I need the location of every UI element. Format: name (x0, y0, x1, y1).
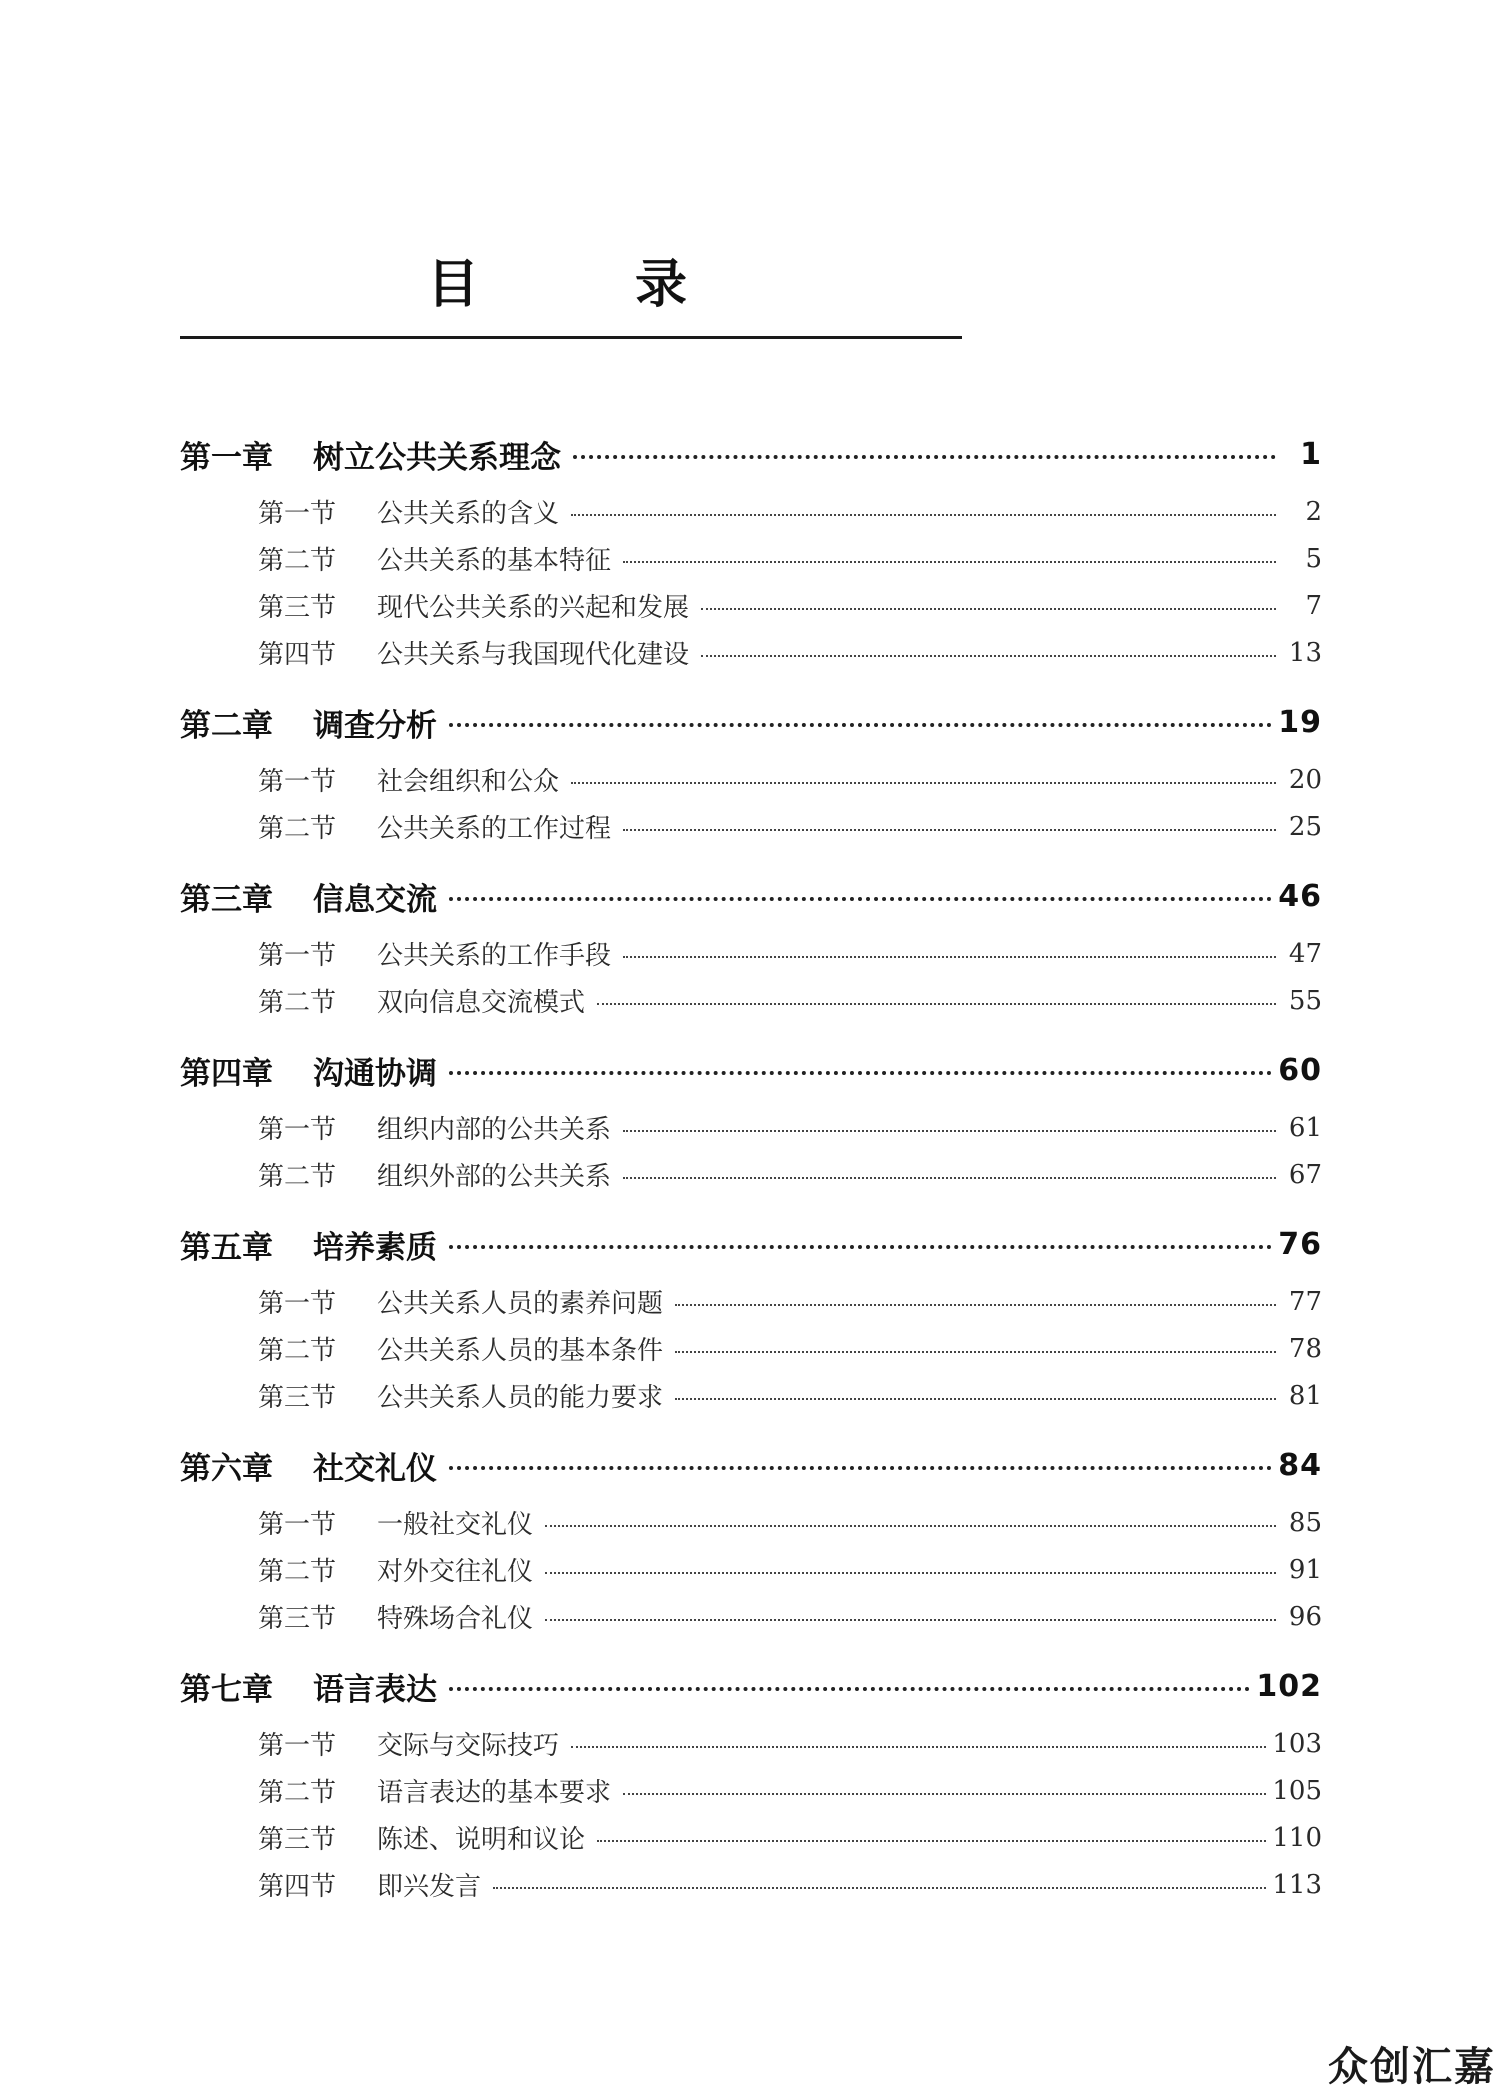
chapter-name: 沟通协调 (313, 1055, 437, 1092)
section-name: 即兴发言 (377, 1872, 482, 1902)
section-page: 85 (1288, 1507, 1322, 1538)
chapter-label: 第三章 (180, 881, 273, 918)
dot-leader (571, 514, 1276, 516)
section-label: 第二节 (258, 1336, 337, 1366)
chapter-label: 第一章 (180, 439, 273, 476)
section-label: 第二节 (258, 546, 337, 576)
section-name: 公共关系人员的基本条件 (377, 1336, 664, 1366)
section-name: 陈述、说明和议论 (377, 1825, 586, 1855)
chapter-label: 第七章 (180, 1671, 273, 1708)
chapter-name: 信息交流 (313, 881, 437, 918)
dot-leader (675, 1398, 1276, 1400)
chapter-block (180, 420, 1322, 676)
chapter-page: 76 (1278, 1226, 1322, 1262)
title-underline (180, 336, 962, 339)
section-page: 91 (1288, 1554, 1322, 1585)
section-entry[interactable] (180, 756, 1322, 803)
chapter-label: 第四章 (180, 1055, 273, 1092)
chapter-name: 树立公共关系理念 (313, 439, 561, 476)
section-name: 组织内部的公共关系 (377, 1115, 612, 1145)
section-page: 103 (1272, 1728, 1322, 1759)
chapter-block (180, 1652, 1322, 1908)
section-entry[interactable] (180, 1861, 1322, 1908)
dot-leader (623, 1177, 1276, 1179)
chapter-block (180, 1431, 1322, 1640)
section-entry[interactable] (180, 1278, 1322, 1325)
section-entry[interactable] (180, 582, 1322, 629)
section-entry[interactable] (180, 1814, 1322, 1861)
chapter-label: 第五章 (180, 1229, 273, 1266)
chapter-name: 语言表达 (313, 1671, 437, 1708)
section-page: 55 (1288, 985, 1322, 1016)
chapter-entry[interactable] (180, 1036, 1322, 1104)
section-page: 77 (1288, 1286, 1322, 1317)
dot-leader (701, 655, 1276, 657)
section-page: 25 (1288, 811, 1322, 842)
dot-leader (623, 1793, 1266, 1795)
section-name: 公共关系人员的能力要求 (377, 1383, 664, 1413)
section-label: 第一节 (258, 499, 337, 529)
section-entry[interactable] (180, 1372, 1322, 1419)
section-name: 交际与交际技巧 (377, 1731, 560, 1761)
section-name: 公共关系的含义 (377, 499, 560, 529)
chapter-page: 1 (1300, 436, 1322, 472)
chapter-entry[interactable] (180, 1210, 1322, 1278)
chapter-block (180, 1210, 1322, 1419)
section-entry[interactable] (180, 629, 1322, 676)
section-entry[interactable] (180, 1325, 1322, 1372)
chapter-page: 84 (1278, 1447, 1322, 1483)
dot-leader (493, 1887, 1266, 1889)
dot-leader (449, 1687, 1250, 1691)
section-entry[interactable] (180, 488, 1322, 535)
section-label: 第一节 (258, 941, 337, 971)
dot-leader (623, 1130, 1276, 1132)
section-page: 2 (1305, 496, 1322, 527)
section-entry[interactable] (180, 535, 1322, 582)
section-label: 第三节 (258, 1604, 337, 1634)
section-label: 第二节 (258, 814, 337, 844)
section-name: 对外交往礼仪 (377, 1557, 534, 1587)
chapter-block (180, 1036, 1322, 1198)
section-page: 96 (1288, 1601, 1322, 1632)
dot-leader (449, 723, 1272, 727)
chapter-entry[interactable] (180, 862, 1322, 930)
chapter-name: 培养素质 (313, 1229, 437, 1266)
section-label: 第二节 (258, 988, 337, 1018)
section-page: 47 (1288, 938, 1322, 969)
section-name: 双向信息交流模式 (377, 988, 586, 1018)
page-title: 目 录 (426, 255, 739, 315)
section-page: 61 (1288, 1112, 1322, 1143)
section-name: 特殊场合礼仪 (377, 1604, 534, 1634)
section-name: 组织外部的公共关系 (377, 1162, 612, 1192)
chapter-name: 社交礼仪 (313, 1450, 437, 1487)
chapter-page: 19 (1278, 704, 1322, 740)
watermark-logo: 众创汇嘉 (1328, 2044, 1496, 2090)
section-name: 公共关系的工作过程 (377, 814, 612, 844)
dot-leader (571, 1746, 1266, 1748)
section-name: 现代公共关系的兴起和发展 (377, 593, 690, 623)
section-label: 第三节 (258, 1383, 337, 1413)
section-label: 第四节 (258, 1872, 337, 1902)
section-page: 7 (1305, 590, 1322, 621)
section-label: 第一节 (258, 1115, 337, 1145)
section-entry[interactable] (180, 1593, 1322, 1640)
chapter-name: 调查分析 (313, 707, 437, 744)
section-page: 5 (1305, 543, 1322, 574)
section-entry[interactable] (180, 1767, 1322, 1814)
section-name: 公共关系的工作手段 (377, 941, 612, 971)
section-name: 一般社交礼仪 (377, 1510, 534, 1540)
section-entry[interactable] (180, 1499, 1322, 1546)
section-label: 第三节 (258, 593, 337, 623)
dot-leader (597, 1003, 1276, 1005)
section-page: 13 (1288, 637, 1322, 668)
section-page: 113 (1272, 1869, 1322, 1900)
section-label: 第一节 (258, 767, 337, 797)
chapter-block (180, 688, 1322, 850)
dot-leader (597, 1840, 1266, 1842)
dot-leader (545, 1619, 1276, 1621)
section-entry[interactable] (180, 977, 1322, 1024)
section-name: 社会组织和公众 (377, 767, 560, 797)
section-entry[interactable] (180, 1104, 1322, 1151)
chapter-block (180, 862, 1322, 1024)
section-label: 第二节 (258, 1162, 337, 1192)
dot-leader (449, 1466, 1272, 1470)
dot-leader (623, 561, 1276, 563)
section-entry[interactable] (180, 1151, 1322, 1198)
dot-leader (449, 1071, 1272, 1075)
section-page: 105 (1272, 1775, 1322, 1806)
table-of-contents (180, 420, 1322, 1920)
section-label: 第四节 (258, 640, 337, 670)
section-label: 第一节 (258, 1731, 337, 1761)
section-page: 67 (1288, 1159, 1322, 1190)
dot-leader (623, 956, 1276, 958)
section-label: 第三节 (258, 1825, 337, 1855)
dot-leader (545, 1572, 1276, 1574)
dot-leader (573, 455, 1276, 459)
chapter-label: 第六章 (180, 1450, 273, 1487)
section-page: 78 (1288, 1333, 1322, 1364)
chapter-page: 46 (1278, 878, 1322, 914)
section-label: 第二节 (258, 1557, 337, 1587)
section-page: 110 (1272, 1822, 1322, 1853)
chapter-entry[interactable] (180, 1652, 1322, 1720)
chapter-entry[interactable] (180, 688, 1322, 756)
section-name: 公共关系的基本特征 (377, 546, 612, 576)
section-name: 公共关系与我国现代化建设 (377, 640, 690, 670)
chapter-page: 60 (1278, 1052, 1322, 1088)
section-label: 第一节 (258, 1289, 337, 1319)
dot-leader (675, 1351, 1276, 1353)
section-name: 语言表达的基本要求 (377, 1778, 612, 1808)
section-entry[interactable] (180, 1546, 1322, 1593)
section-entry[interactable] (180, 1720, 1322, 1767)
section-label: 第二节 (258, 1778, 337, 1808)
dot-leader (449, 897, 1272, 901)
section-page: 81 (1288, 1380, 1322, 1411)
chapter-entry[interactable] (180, 1431, 1322, 1499)
section-page: 20 (1288, 764, 1322, 795)
chapter-entry[interactable] (180, 420, 1322, 488)
chapter-page: 102 (1256, 1668, 1322, 1704)
section-entry[interactable] (180, 803, 1322, 850)
section-label: 第一节 (258, 1510, 337, 1540)
chapter-label: 第二章 (180, 707, 273, 744)
dot-leader (449, 1245, 1272, 1249)
section-name: 公共关系人员的素养问题 (377, 1289, 664, 1319)
section-entry[interactable] (180, 930, 1322, 977)
dot-leader (545, 1525, 1276, 1527)
dot-leader (571, 782, 1276, 784)
dot-leader (701, 608, 1276, 610)
dot-leader (623, 829, 1276, 831)
dot-leader (675, 1304, 1276, 1306)
